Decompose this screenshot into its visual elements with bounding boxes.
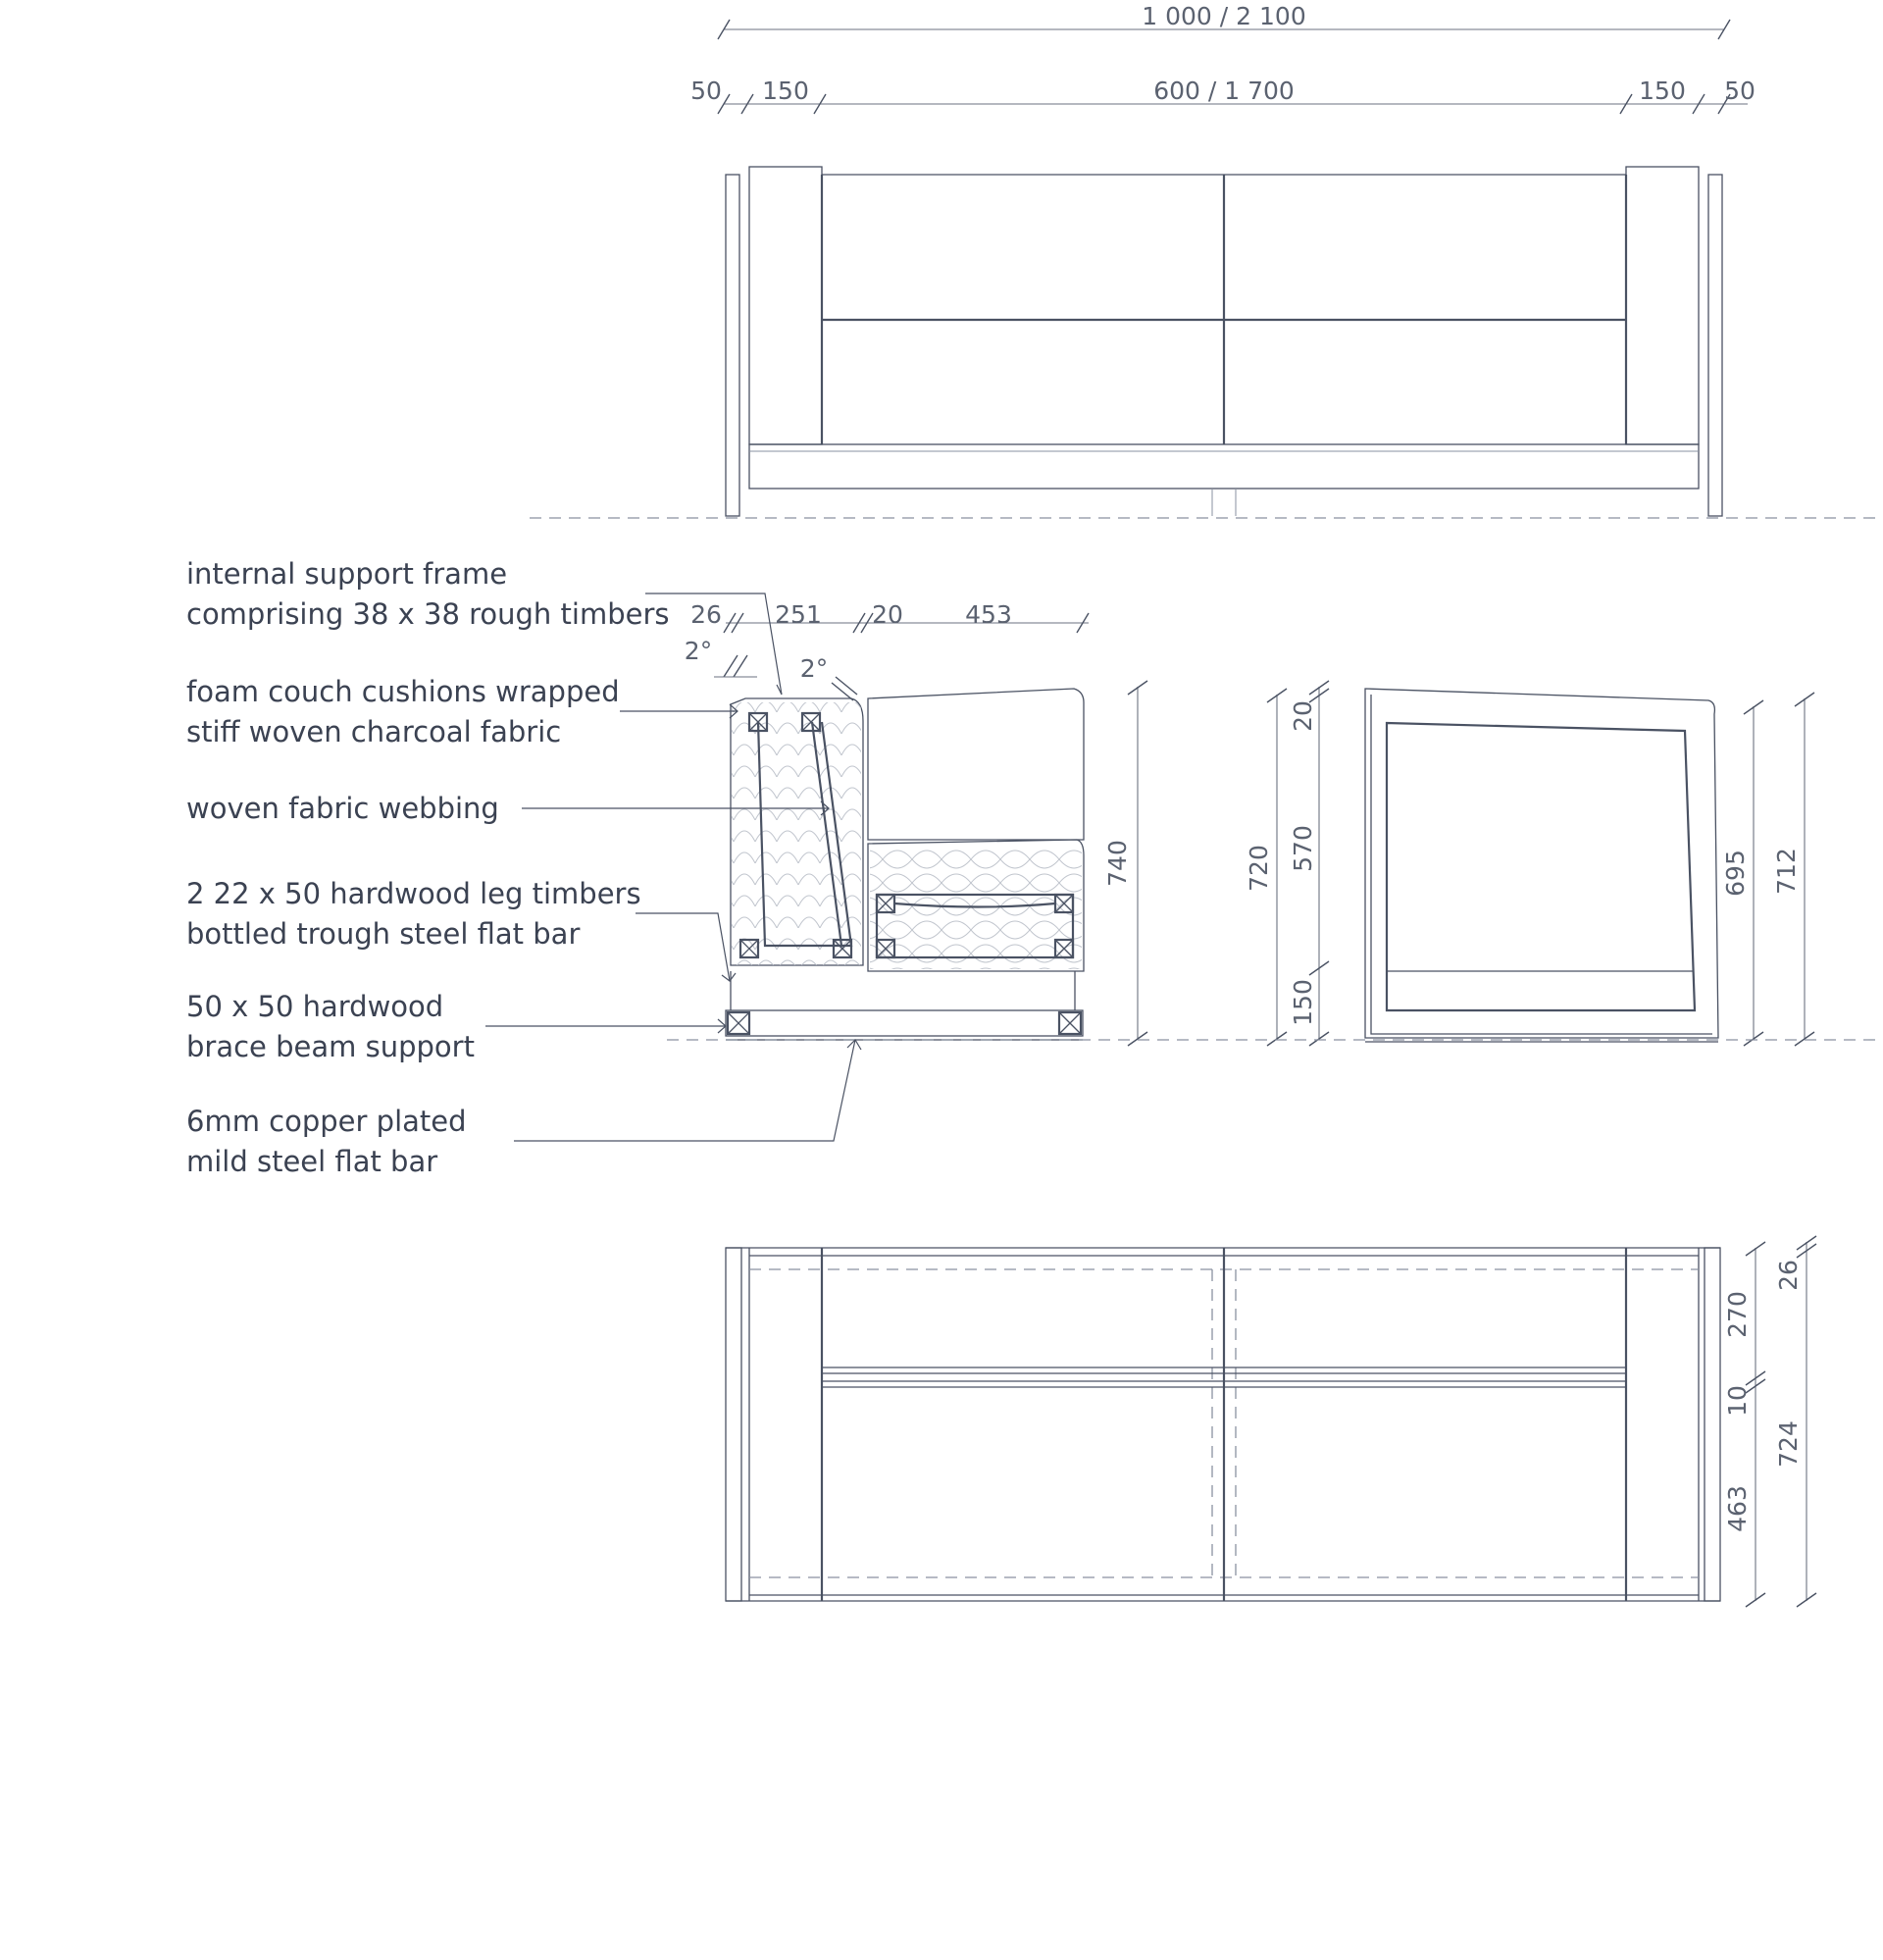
dim-seat-width: 600 / 1 700: [1153, 77, 1295, 105]
plan-view: [726, 1236, 1816, 1607]
dim-front-top: 20: [1289, 700, 1317, 732]
note-support-frame-line1: internal support frame: [186, 557, 508, 591]
note-leg-timbers-line2: bottled trough steel flat bar: [186, 917, 581, 951]
dim-side-height: 740: [1103, 840, 1132, 887]
note-leg-timbers-line1: 2 22 x 50 hardwood leg timbers: [186, 877, 641, 910]
dim-end-inner-height: 695: [1721, 850, 1750, 897]
dim-front-middle: 570: [1289, 825, 1317, 872]
note-webbing: woven fabric webbing: [186, 792, 499, 825]
angle-right-label: 2°: [799, 654, 829, 683]
dim-front-bottom: 150: [1289, 979, 1317, 1026]
side-section-view: [685, 600, 1147, 1046]
dim-plan-gap: 10: [1723, 1385, 1752, 1417]
dim-plan-seat: 463: [1723, 1485, 1752, 1532]
dim-overall-width: 1 000 / 2 100: [1142, 2, 1306, 30]
note-cushions-line2: stiff woven charcoal fabric: [186, 715, 562, 748]
dim-plan-top: 26: [1774, 1260, 1803, 1291]
dim-plan-total: 724: [1774, 1420, 1803, 1468]
dim-plan-back: 270: [1723, 1291, 1752, 1338]
note-flat-bar-line2: mild steel flat bar: [186, 1145, 438, 1178]
front-elevation-view: [530, 2, 1883, 518]
note-cushions-line1: foam couch cushions wrapped: [186, 675, 620, 708]
dim-end-outer-height: 712: [1772, 848, 1801, 895]
dim-side-gap: 20: [872, 600, 903, 629]
note-brace-beam-line2: brace beam support: [186, 1030, 475, 1063]
dim-seat-depth: 453: [965, 600, 1012, 629]
dim-back-depth: 251: [775, 600, 822, 629]
dim-front-total: 720: [1245, 845, 1273, 892]
dim-end-left: 50: [690, 77, 722, 105]
note-support-frame-line2: comprising 38 x 38 rough timbers: [186, 597, 670, 631]
dim-arm-left: 150: [762, 77, 809, 105]
dim-arm-right: 150: [1639, 77, 1686, 105]
dim-backrest-thickness: 26: [690, 600, 722, 629]
note-flat-bar-line1: 6mm copper plated: [186, 1105, 467, 1138]
note-brace-beam-line1: 50 x 50 hardwood: [186, 990, 444, 1023]
dim-end-right: 50: [1724, 77, 1756, 105]
angle-left-label: 2°: [684, 637, 713, 665]
